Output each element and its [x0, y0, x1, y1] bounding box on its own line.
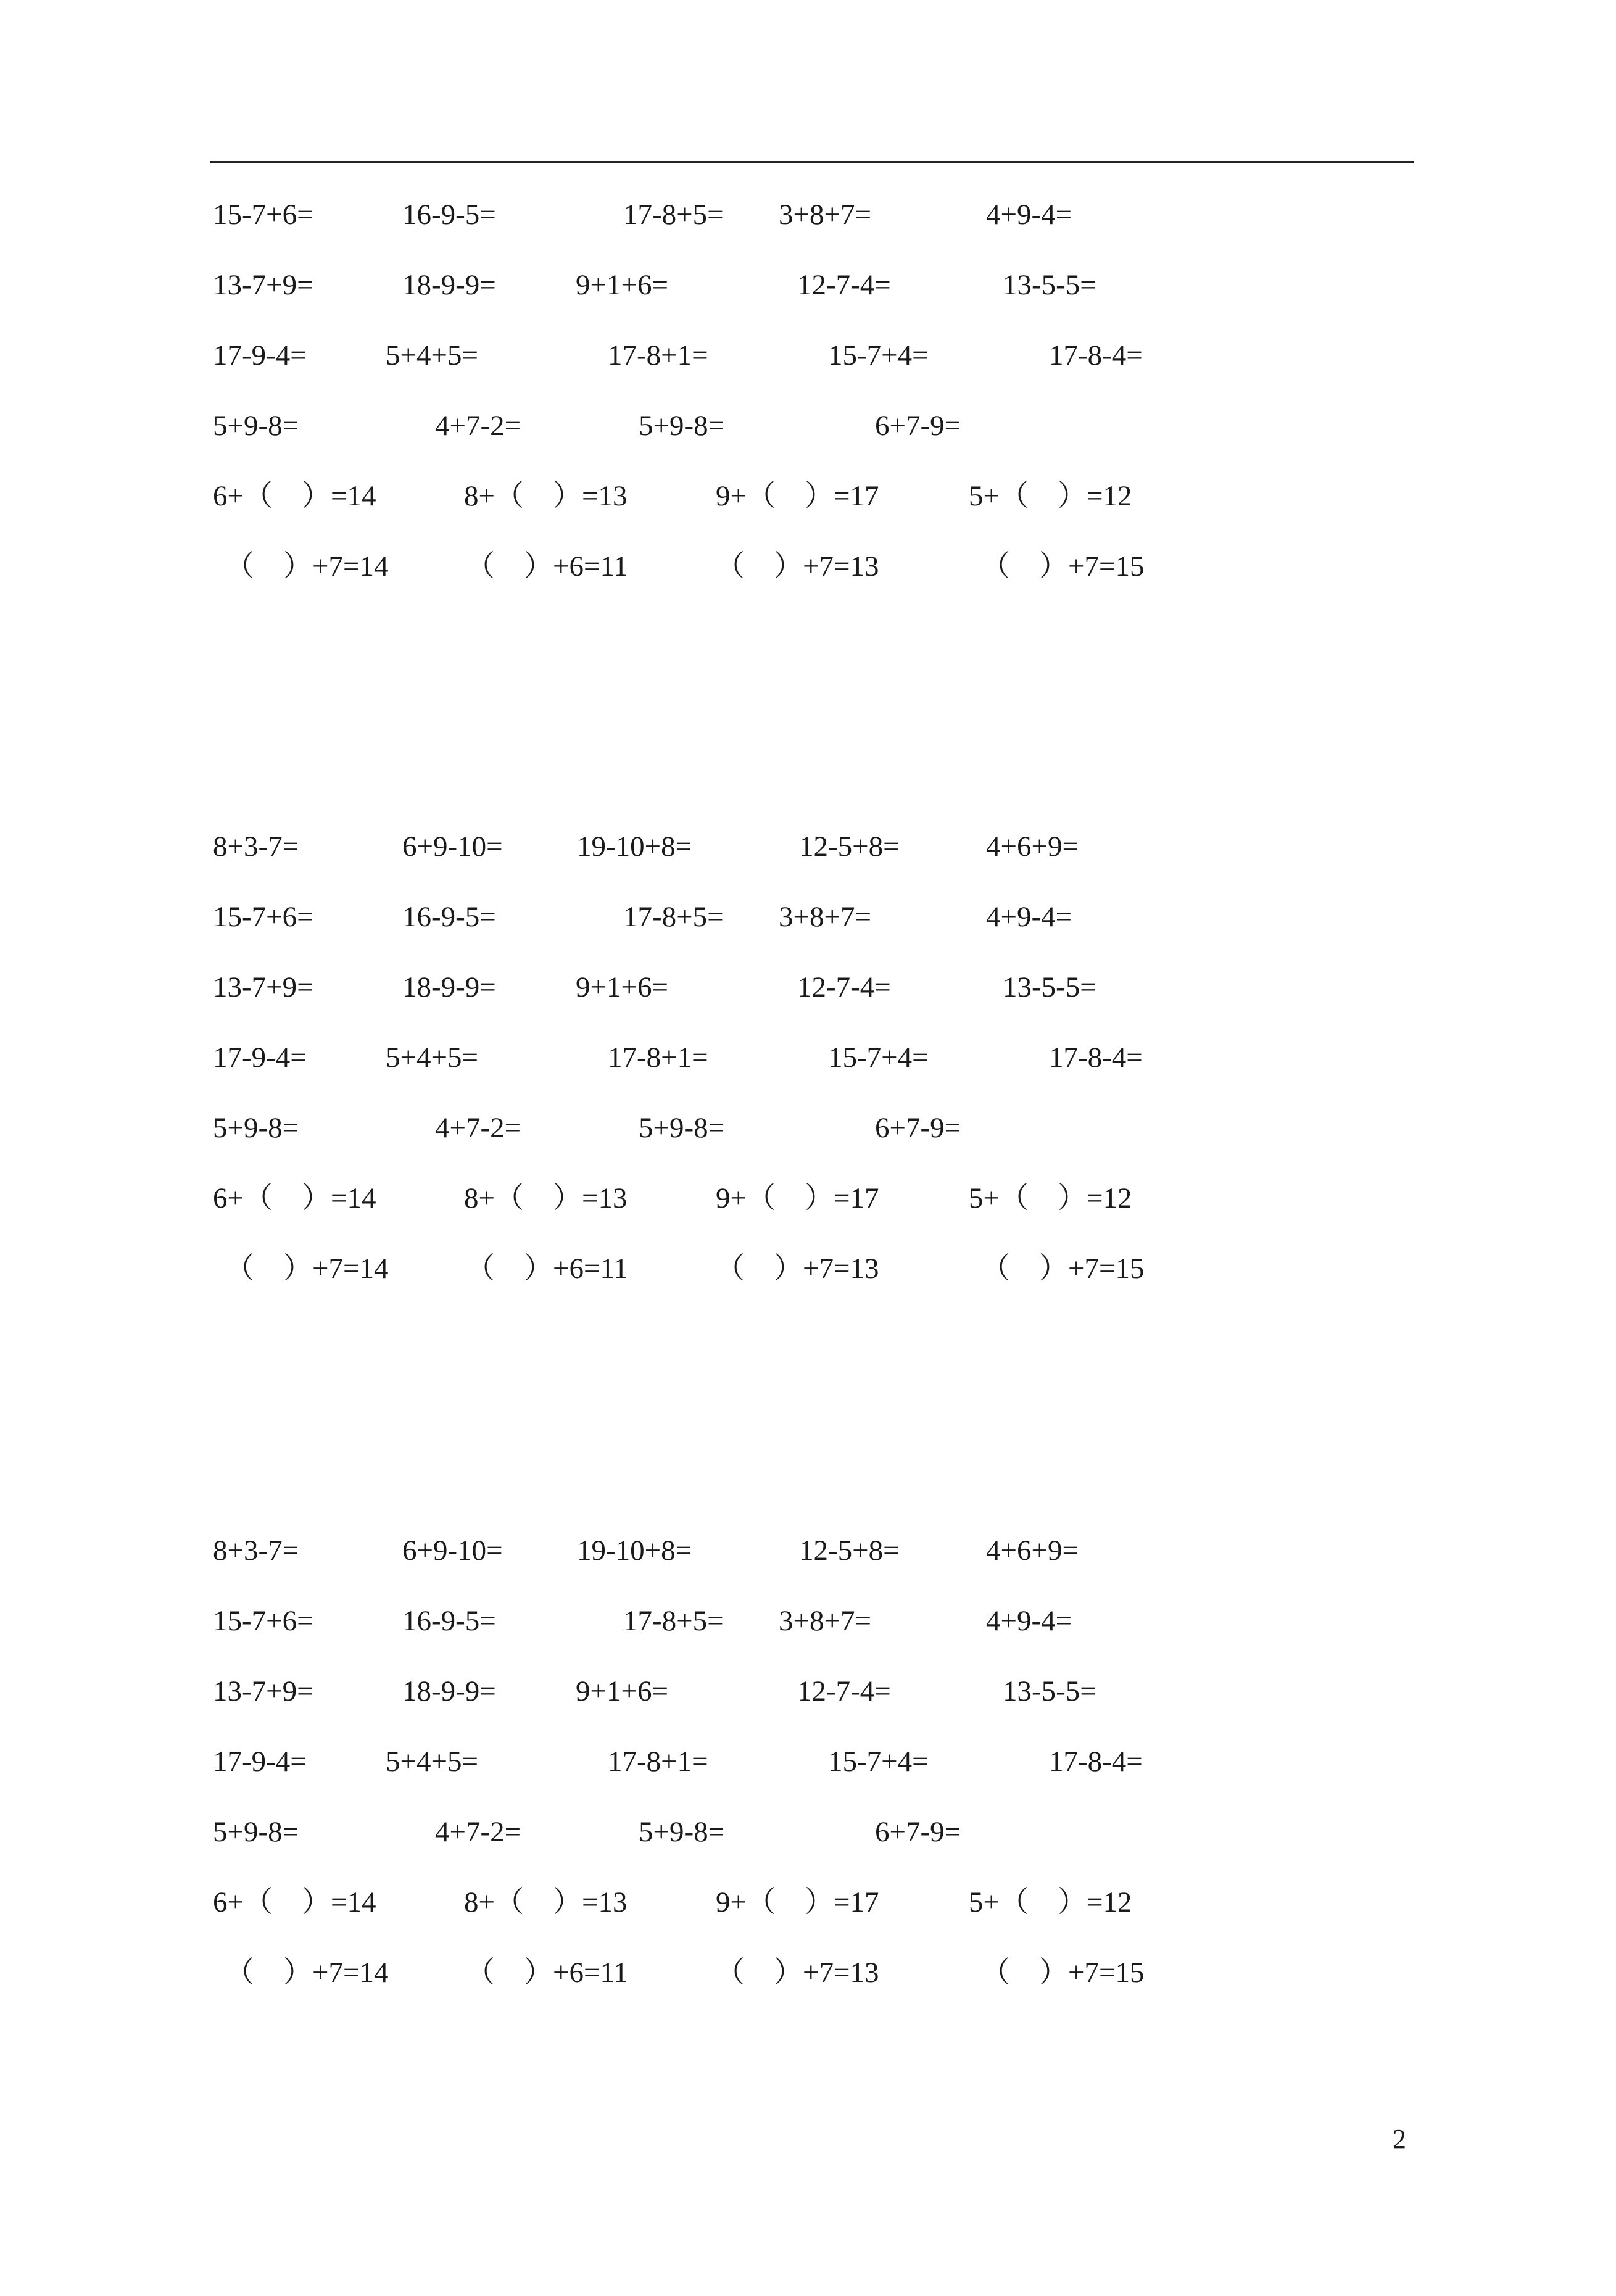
- math-problem: 5+9-8=: [213, 1112, 299, 1144]
- page-number: 2: [1393, 2124, 1406, 2154]
- exercise-row: [0, 1743, 1616, 1813]
- math-problem: 3+8+7=: [779, 1605, 872, 1637]
- math-problem: 4+6+9=: [986, 831, 1079, 863]
- math-problem: 16-9-5=: [402, 199, 496, 231]
- math-problem: 9+（ ）=17: [716, 1886, 879, 1918]
- math-problem: （ ）+7=14: [225, 550, 389, 582]
- math-problem: 5+9-8=: [213, 410, 299, 442]
- exercise-row: [0, 267, 1616, 337]
- math-problem: 17-9-4=: [213, 1042, 307, 1074]
- exercise-row: [0, 1109, 1616, 1180]
- exercise-row: [0, 1180, 1616, 1250]
- math-problem: （ ）+7=13: [716, 1253, 879, 1285]
- math-problem: 15-7+6=: [213, 901, 313, 933]
- math-problem: 17-8+1=: [608, 1042, 708, 1074]
- math-problem: 4+9-4=: [986, 901, 1072, 933]
- math-problem: （ ）+7=13: [716, 1957, 879, 1989]
- math-problem: 13-7+9=: [213, 971, 313, 1003]
- math-problem: （ ）+6=11: [466, 550, 628, 582]
- math-problem: 4+9-4=: [986, 199, 1072, 231]
- exercise-row: [0, 1532, 1616, 1602]
- math-problem: 9+1+6=: [576, 971, 669, 1003]
- math-problem: 6+7-9=: [875, 1112, 961, 1144]
- math-problem: 17-8-4=: [1049, 1746, 1143, 1778]
- math-problem: 6+（ ）=14: [213, 480, 376, 512]
- math-problem: 3+8+7=: [779, 199, 872, 231]
- math-problem: 12-7-4=: [797, 269, 891, 301]
- math-problem: 17-9-4=: [213, 1746, 307, 1778]
- math-problem: 6+7-9=: [875, 410, 961, 442]
- math-problem: 4+7-2=: [435, 1112, 521, 1144]
- math-problem: 15-7+6=: [213, 1605, 313, 1637]
- math-problem: 6+9-10=: [402, 1535, 503, 1567]
- math-problem: 5+（ ）=12: [969, 480, 1132, 512]
- math-problem: 17-9-4=: [213, 339, 307, 371]
- math-problem: （ ）+6=11: [466, 1957, 628, 1989]
- math-problem: 13-5-5=: [1003, 1675, 1096, 1707]
- math-problem: 5+9-8=: [213, 1816, 299, 1848]
- exercise-row: [0, 1250, 1616, 1320]
- math-problem: 5+9-8=: [639, 410, 725, 442]
- math-problem: 18-9-9=: [402, 1675, 496, 1707]
- math-problem: （ ）+6=11: [466, 1253, 628, 1285]
- math-problem: 17-8+1=: [608, 1746, 708, 1778]
- math-problem: 12-7-4=: [797, 971, 891, 1003]
- exercise-row: [0, 1813, 1616, 1884]
- math-problem: 15-7+4=: [828, 1042, 929, 1074]
- exercise-row: [0, 548, 1616, 618]
- math-problem: （ ）+7=14: [225, 1253, 389, 1285]
- math-problem: 13-7+9=: [213, 1675, 313, 1707]
- exercise-row: [0, 969, 1616, 1039]
- math-problem: 8+3-7=: [213, 831, 299, 863]
- math-problem: 5+9-8=: [639, 1816, 725, 1848]
- math-problem: 17-8+5=: [623, 901, 724, 933]
- header-rule: [210, 161, 1414, 163]
- math-problem: 9+1+6=: [576, 1675, 669, 1707]
- math-problem: 17-8+5=: [623, 199, 724, 231]
- math-problem: 12-5+8=: [799, 831, 900, 863]
- math-problem: （ ）+7=14: [225, 1957, 389, 1989]
- exercise-row: [0, 898, 1616, 969]
- math-problem: 15-7+4=: [828, 339, 929, 371]
- math-problem: 5+（ ）=12: [969, 1182, 1132, 1214]
- math-problem: 8+（ ）=13: [464, 1886, 628, 1918]
- math-problem: 4+7-2=: [435, 1816, 521, 1848]
- math-problem: （ ）+7=13: [716, 550, 879, 582]
- exercise-row: [0, 1954, 1616, 2025]
- exercise-row: [0, 1039, 1616, 1109]
- exercise-row: [0, 1884, 1616, 1954]
- math-problem: 8+（ ）=13: [464, 1182, 628, 1214]
- math-problem: 17-8-4=: [1049, 1042, 1143, 1074]
- math-problem: 5+4+5=: [386, 339, 479, 371]
- math-problem: 9+（ ）=17: [716, 1182, 879, 1214]
- exercise-row: [0, 1673, 1616, 1743]
- exercise-row: [0, 828, 1616, 898]
- math-problem: （ ）+7=15: [981, 1253, 1145, 1285]
- exercise-row: [0, 478, 1616, 548]
- math-problem: 4+9-4=: [986, 1605, 1072, 1637]
- math-problem: 16-9-5=: [402, 901, 496, 933]
- math-problem: 8+（ ）=13: [464, 480, 628, 512]
- math-problem: 19-10+8=: [577, 1535, 692, 1567]
- math-problem: 12-7-4=: [797, 1675, 891, 1707]
- math-problem: 6+7-9=: [875, 1816, 961, 1848]
- math-problem: 13-5-5=: [1003, 971, 1096, 1003]
- math-problem: 4+6+9=: [986, 1535, 1079, 1567]
- math-problem: 18-9-9=: [402, 971, 496, 1003]
- exercise-row: [0, 337, 1616, 407]
- math-problem: 5+9-8=: [639, 1112, 725, 1144]
- math-problem: 15-7+4=: [828, 1746, 929, 1778]
- math-problem: 6+（ ）=14: [213, 1886, 376, 1918]
- math-problem: 5+（ ）=12: [969, 1886, 1132, 1918]
- math-problem: 8+3-7=: [213, 1535, 299, 1567]
- math-problem: 9+（ ）=17: [716, 480, 879, 512]
- math-problem: 17-8-4=: [1049, 339, 1143, 371]
- exercise-row: [0, 196, 1616, 267]
- math-problem: 5+4+5=: [386, 1746, 479, 1778]
- math-problem: 13-7+9=: [213, 269, 313, 301]
- math-problem: 6+（ ）=14: [213, 1182, 376, 1214]
- math-problem: 19-10+8=: [577, 831, 692, 863]
- exercise-row: [0, 1602, 1616, 1673]
- math-problem: 17-8+5=: [623, 1605, 724, 1637]
- math-problem: 18-9-9=: [402, 269, 496, 301]
- math-problem: 4+7-2=: [435, 410, 521, 442]
- math-problem: （ ）+7=15: [981, 1957, 1145, 1989]
- math-problem: 3+8+7=: [779, 901, 872, 933]
- math-problem: 9+1+6=: [576, 269, 669, 301]
- math-problem: 13-5-5=: [1003, 269, 1096, 301]
- math-problem: 15-7+6=: [213, 199, 313, 231]
- math-problem: 12-5+8=: [799, 1535, 900, 1567]
- math-problem: （ ）+7=15: [981, 550, 1145, 582]
- math-problem: 17-8+1=: [608, 339, 708, 371]
- math-problem: 6+9-10=: [402, 831, 503, 863]
- exercise-row: [0, 407, 1616, 478]
- math-problem: 5+4+5=: [386, 1042, 479, 1074]
- math-problem: 16-9-5=: [402, 1605, 496, 1637]
